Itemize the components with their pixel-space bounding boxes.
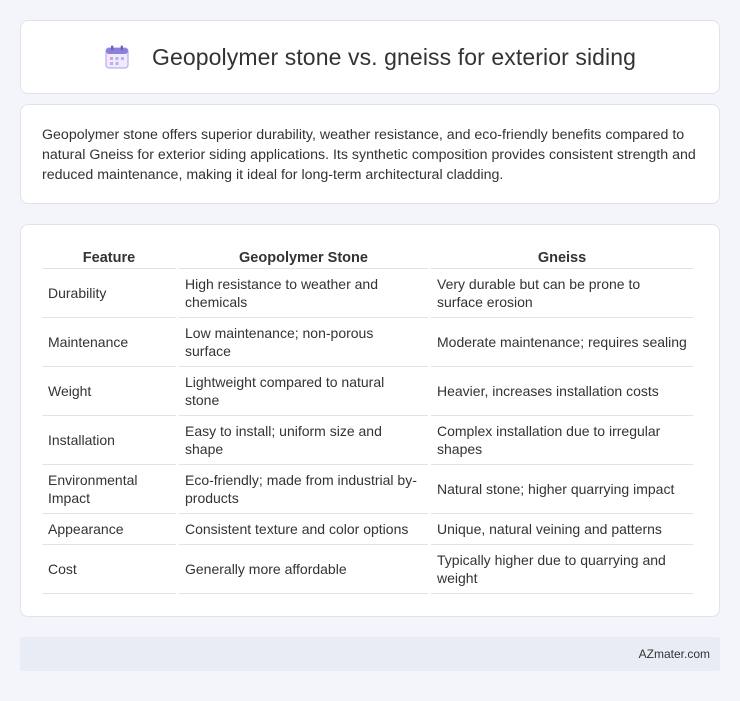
table-cell-gneiss: Heavier, increases installation costs bbox=[431, 367, 693, 416]
table-cell-feature: Durability bbox=[42, 269, 176, 318]
intro-card bbox=[20, 104, 720, 204]
table-cell-gneiss: Natural stone; higher quarrying impact bbox=[431, 465, 693, 514]
footer-bar bbox=[20, 637, 720, 671]
table-row bbox=[42, 545, 693, 594]
table-row bbox=[42, 269, 693, 318]
table-cell-feature: Maintenance bbox=[42, 318, 176, 367]
table-cell-geopolymer: Eco-friendly; made from industrial by-products bbox=[179, 465, 428, 514]
table-cell-geopolymer: Consistent texture and color options bbox=[179, 514, 428, 545]
table-row bbox=[42, 465, 693, 514]
intro-text: Geopolymer stone offers superior durability, weather resistance, and eco-friendly benefits compared to natural Gneiss for exterior siding applications. Its synthetic composition provides consistent strength and reduced maintenance, making it ideal for long-term architectural cladding. bbox=[42, 127, 696, 183]
table-row bbox=[42, 367, 693, 416]
footer-source-link[interactable]: AZmater.com bbox=[638, 647, 710, 661]
table-cell-geopolymer: Low maintenance; non-porous surface bbox=[179, 318, 428, 367]
table-cell-gneiss: Unique, natural veining and patterns bbox=[431, 514, 693, 545]
header-feature: Feature bbox=[42, 246, 176, 269]
table-row bbox=[42, 416, 693, 465]
table-cell-geopolymer: Generally more affordable bbox=[179, 545, 428, 594]
comparison-table-card bbox=[20, 224, 720, 617]
calendar-icon bbox=[104, 44, 130, 70]
table-row bbox=[42, 318, 693, 367]
page-title: Geopolymer stone vs. gneiss for exterior siding bbox=[151, 43, 637, 70]
table-header-row bbox=[42, 246, 693, 269]
table-cell-feature: Weight bbox=[42, 367, 176, 416]
table-cell-gneiss: Complex installation due to irregular shapes bbox=[431, 416, 693, 465]
table-cell-gneiss: Very durable but can be prone to surface erosion bbox=[431, 269, 693, 318]
table-cell-feature: Environmental Impact bbox=[42, 465, 176, 514]
table-cell-geopolymer: Easy to install; uniform size and shape bbox=[179, 416, 428, 465]
table-cell-feature: Cost bbox=[42, 545, 176, 594]
table-cell-geopolymer: Lightweight compared to natural stone bbox=[179, 367, 428, 416]
title-card bbox=[20, 20, 720, 94]
comparison-table bbox=[39, 246, 696, 594]
table-cell-gneiss: Moderate maintenance; requires sealing bbox=[431, 318, 693, 367]
table-cell-feature: Appearance bbox=[42, 514, 176, 545]
table-cell-gneiss: Typically higher due to quarrying and weight bbox=[431, 545, 693, 594]
table-row bbox=[42, 514, 693, 545]
table-cell-feature: Installation bbox=[42, 416, 176, 465]
header-geopolymer: Geopolymer Stone bbox=[179, 246, 428, 269]
header-gneiss: Gneiss bbox=[431, 246, 693, 269]
table-cell-geopolymer: High resistance to weather and chemicals bbox=[179, 269, 428, 318]
